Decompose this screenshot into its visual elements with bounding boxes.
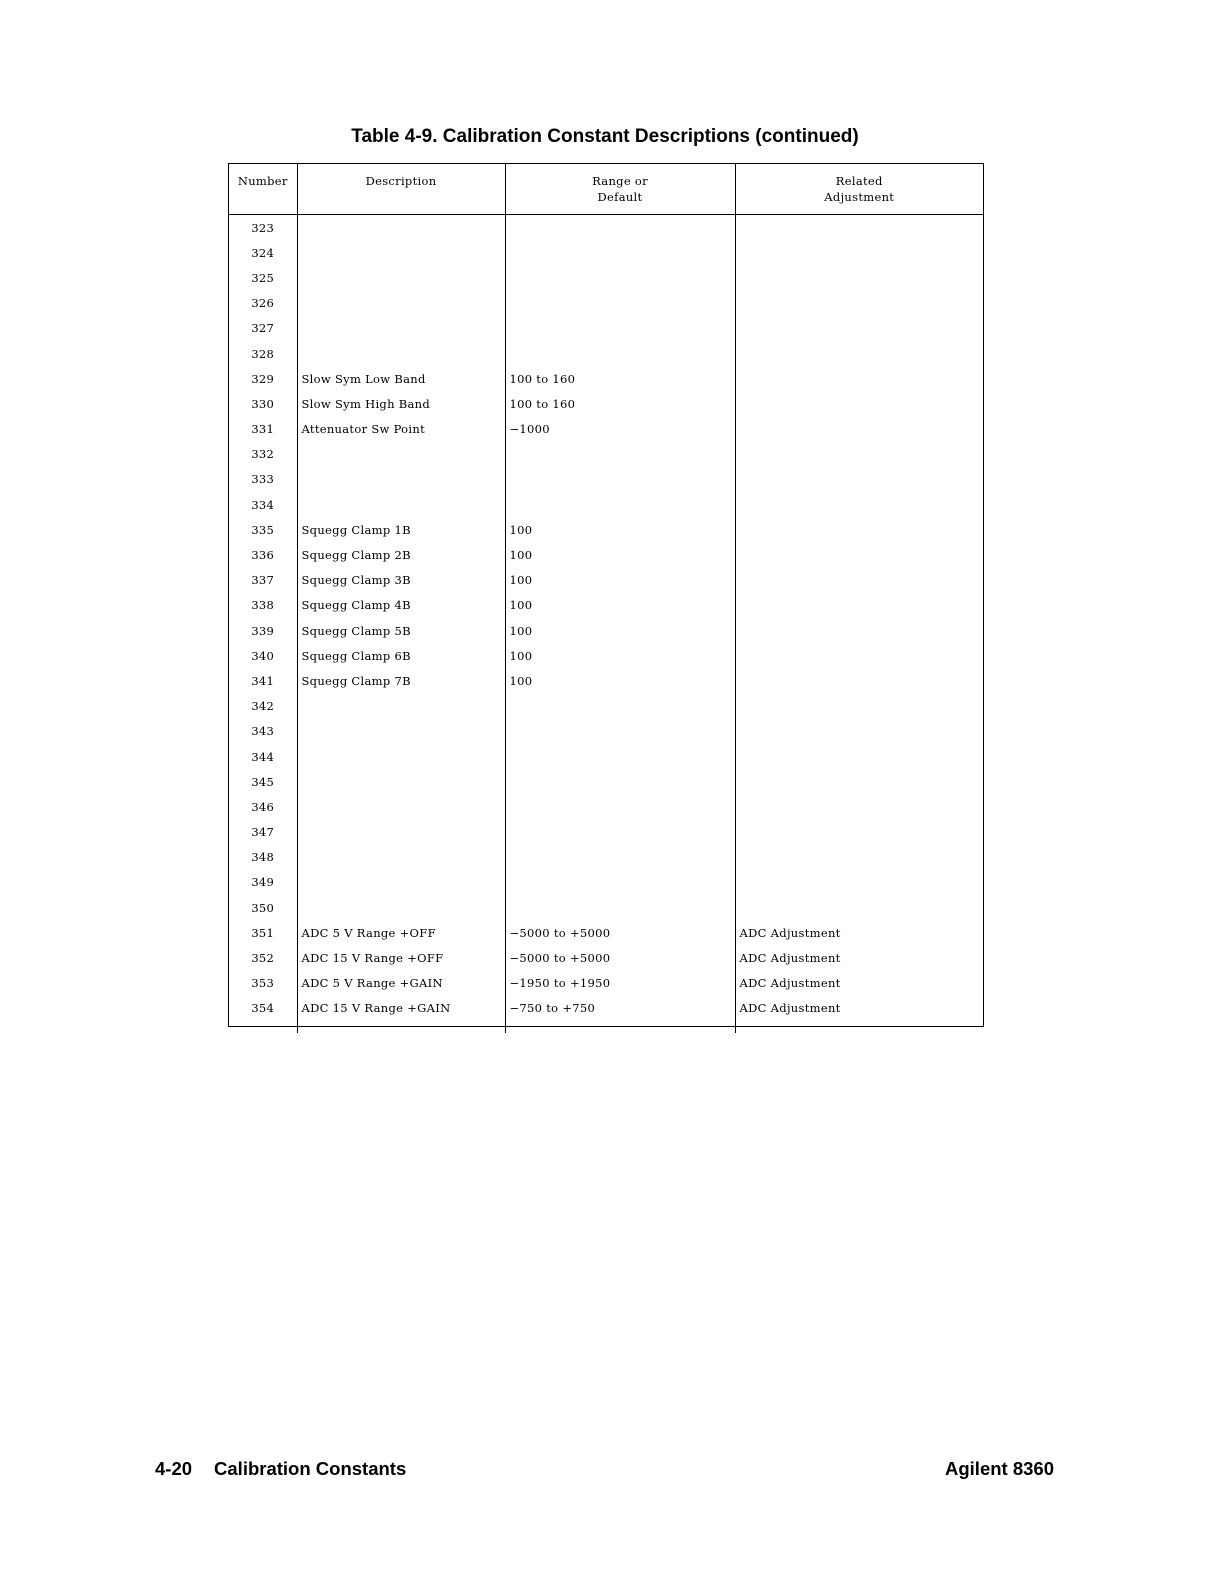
footer-left bbox=[155, 1458, 406, 1480]
cell-description bbox=[297, 442, 505, 467]
table-row bbox=[229, 996, 983, 1021]
cell-description: Squegg Clamp 3B bbox=[297, 568, 505, 593]
cell-adjustment bbox=[735, 593, 983, 618]
cell-adjustment bbox=[735, 845, 983, 870]
cell-adjustment bbox=[735, 291, 983, 316]
table-title: Table 4-9. Calibration Constant Descriptions (continued) bbox=[351, 126, 859, 147]
cell-range bbox=[505, 719, 735, 744]
cell-description bbox=[297, 694, 505, 719]
cell-number: 350 bbox=[251, 900, 275, 915]
cell-number: 326 bbox=[251, 296, 275, 311]
cell-range: 100 bbox=[505, 568, 735, 593]
table-row bbox=[229, 366, 983, 391]
header-adjustment: Related Adjustment bbox=[735, 164, 983, 215]
table-row bbox=[229, 568, 983, 593]
cell-range: −5000 to +5000 bbox=[505, 920, 735, 945]
cell-adjustment bbox=[735, 240, 983, 265]
cell-number: 329 bbox=[251, 371, 275, 386]
table-row bbox=[229, 820, 983, 845]
cell-range bbox=[505, 316, 735, 341]
cell-range: 100 to 160 bbox=[505, 391, 735, 416]
spacer-cell bbox=[735, 1021, 983, 1033]
table-spacer-row bbox=[229, 1021, 983, 1033]
cell-adjustment bbox=[735, 316, 983, 341]
cell-adjustment bbox=[735, 417, 983, 442]
table-header-row bbox=[229, 164, 983, 215]
cell-adjustment: ADC Adjustment bbox=[735, 945, 983, 970]
table-row bbox=[229, 744, 983, 769]
cell-range bbox=[505, 341, 735, 366]
cell-description: ADC 15 V Range +GAIN bbox=[297, 996, 505, 1021]
cell-number: 343 bbox=[251, 724, 275, 739]
cell-description: ADC 15 V Range +OFF bbox=[297, 945, 505, 970]
table-row bbox=[229, 215, 983, 241]
cell-number: 325 bbox=[251, 270, 275, 285]
cell-number: 332 bbox=[251, 447, 275, 462]
cell-adjustment bbox=[735, 391, 983, 416]
cell-adjustment bbox=[735, 442, 983, 467]
header-number: Number bbox=[229, 164, 297, 215]
cell-number: 337 bbox=[251, 573, 275, 588]
cell-number: 331 bbox=[251, 422, 275, 437]
cell-number: 323 bbox=[251, 220, 275, 235]
table-row bbox=[229, 920, 983, 945]
cell-adjustment bbox=[735, 618, 983, 643]
cell-description bbox=[297, 794, 505, 819]
table-row bbox=[229, 593, 983, 618]
table-row bbox=[229, 265, 983, 290]
cell-description bbox=[297, 719, 505, 744]
cell-adjustment bbox=[735, 542, 983, 567]
cell-range bbox=[505, 870, 735, 895]
table-row bbox=[229, 492, 983, 517]
table-row bbox=[229, 971, 983, 996]
cell-range: −1000 bbox=[505, 417, 735, 442]
cell-adjustment bbox=[735, 820, 983, 845]
cell-description bbox=[297, 291, 505, 316]
cell-range: 100 to 160 bbox=[505, 366, 735, 391]
cell-description bbox=[297, 870, 505, 895]
table-row bbox=[229, 945, 983, 970]
cell-description: Squegg Clamp 5B bbox=[297, 618, 505, 643]
cell-range bbox=[505, 845, 735, 870]
table-row bbox=[229, 442, 983, 467]
cell-description: Squegg Clamp 4B bbox=[297, 593, 505, 618]
cell-description: Squegg Clamp 1B bbox=[297, 517, 505, 542]
cell-range: −750 to +750 bbox=[505, 996, 735, 1021]
cell-description bbox=[297, 845, 505, 870]
spacer-cell bbox=[229, 1021, 297, 1033]
cell-range bbox=[505, 769, 735, 794]
cell-description bbox=[297, 240, 505, 265]
cell-range bbox=[505, 820, 735, 845]
cell-adjustment bbox=[735, 517, 983, 542]
table-row bbox=[229, 668, 983, 693]
table-row bbox=[229, 316, 983, 341]
table-row bbox=[229, 391, 983, 416]
cell-description: ADC 5 V Range +OFF bbox=[297, 920, 505, 945]
calibration-constants-table bbox=[228, 163, 984, 1027]
cell-number: 347 bbox=[251, 825, 275, 840]
cell-adjustment: ADC Adjustment bbox=[735, 920, 983, 945]
cell-description: Slow Sym Low Band bbox=[297, 366, 505, 391]
table-row bbox=[229, 291, 983, 316]
table-row bbox=[229, 870, 983, 895]
cell-number: 327 bbox=[251, 321, 275, 336]
cell-number: 351 bbox=[251, 925, 275, 940]
table-row bbox=[229, 895, 983, 920]
cell-description: Squegg Clamp 6B bbox=[297, 643, 505, 668]
cell-number: 344 bbox=[251, 749, 275, 764]
cell-number: 330 bbox=[251, 396, 275, 411]
cell-range bbox=[505, 467, 735, 492]
cell-description: Attenuator Sw Point bbox=[297, 417, 505, 442]
cell-range: 100 bbox=[505, 668, 735, 693]
cell-description bbox=[297, 467, 505, 492]
cell-number: 340 bbox=[251, 648, 275, 663]
cell-number: 338 bbox=[251, 598, 275, 613]
cell-range bbox=[505, 744, 735, 769]
table-row bbox=[229, 240, 983, 265]
cell-range: 100 bbox=[505, 593, 735, 618]
cell-number: 335 bbox=[251, 522, 275, 537]
table-row bbox=[229, 542, 983, 567]
cell-adjustment bbox=[735, 895, 983, 920]
cell-range bbox=[505, 240, 735, 265]
table-body bbox=[229, 215, 983, 1034]
cell-number: 339 bbox=[251, 623, 275, 638]
cell-number: 349 bbox=[251, 875, 275, 890]
cell-adjustment bbox=[735, 366, 983, 391]
table-row bbox=[229, 694, 983, 719]
cell-range bbox=[505, 694, 735, 719]
table-row bbox=[229, 517, 983, 542]
cell-number: 352 bbox=[251, 951, 275, 966]
cell-number: 336 bbox=[251, 548, 275, 563]
table-row bbox=[229, 719, 983, 744]
header-range: Range or Default bbox=[505, 164, 735, 215]
cell-adjustment bbox=[735, 492, 983, 517]
cell-range bbox=[505, 794, 735, 819]
cell-adjustment bbox=[735, 668, 983, 693]
cell-description bbox=[297, 820, 505, 845]
cell-range bbox=[505, 265, 735, 290]
cell-number: 328 bbox=[251, 346, 275, 361]
spacer-cell bbox=[297, 1021, 505, 1033]
cell-adjustment bbox=[735, 769, 983, 794]
cell-number: 346 bbox=[251, 799, 275, 814]
cell-range bbox=[505, 291, 735, 316]
cell-number: 348 bbox=[251, 850, 275, 865]
cell-range: −1950 to +1950 bbox=[505, 971, 735, 996]
cell-range bbox=[505, 215, 735, 241]
cell-description: ADC 5 V Range +GAIN bbox=[297, 971, 505, 996]
cell-adjustment bbox=[735, 215, 983, 241]
cell-description: Squegg Clamp 2B bbox=[297, 542, 505, 567]
cell-description bbox=[297, 215, 505, 241]
cell-range: 100 bbox=[505, 517, 735, 542]
cell-description: Slow Sym High Band bbox=[297, 391, 505, 416]
cell-range: −5000 to +5000 bbox=[505, 945, 735, 970]
table-row bbox=[229, 341, 983, 366]
table-row bbox=[229, 618, 983, 643]
cell-adjustment bbox=[735, 341, 983, 366]
cell-description bbox=[297, 744, 505, 769]
header-description: Description bbox=[297, 164, 505, 215]
cell-range: 100 bbox=[505, 542, 735, 567]
cell-number: 324 bbox=[251, 245, 275, 260]
cell-number: 354 bbox=[251, 1001, 275, 1016]
cell-description bbox=[297, 769, 505, 794]
spacer-cell bbox=[505, 1021, 735, 1033]
cell-number: 341 bbox=[251, 673, 275, 688]
product-name: Agilent 8360 bbox=[945, 1458, 1054, 1479]
cell-adjustment bbox=[735, 719, 983, 744]
cell-description bbox=[297, 316, 505, 341]
cell-range: 100 bbox=[505, 643, 735, 668]
section-name: Calibration Constants bbox=[214, 1458, 407, 1479]
cell-range bbox=[505, 442, 735, 467]
cell-adjustment: ADC Adjustment bbox=[735, 996, 983, 1021]
cell-adjustment bbox=[735, 870, 983, 895]
cell-number: 334 bbox=[251, 497, 275, 512]
cell-number: 353 bbox=[251, 976, 275, 991]
page-number: 4-20 bbox=[155, 1458, 193, 1479]
cell-number: 345 bbox=[251, 774, 275, 789]
table-row bbox=[229, 417, 983, 442]
cell-adjustment: ADC Adjustment bbox=[735, 971, 983, 996]
cell-range bbox=[505, 492, 735, 517]
cell-range: 100 bbox=[505, 618, 735, 643]
table-row bbox=[229, 467, 983, 492]
cell-range bbox=[505, 895, 735, 920]
cell-description bbox=[297, 265, 505, 290]
cell-adjustment bbox=[735, 643, 983, 668]
cell-adjustment bbox=[735, 794, 983, 819]
cell-adjustment bbox=[735, 467, 983, 492]
cell-description bbox=[297, 492, 505, 517]
table-row bbox=[229, 643, 983, 668]
cell-number: 333 bbox=[251, 472, 275, 487]
cell-description bbox=[297, 895, 505, 920]
cell-adjustment bbox=[735, 744, 983, 769]
cell-description: Squegg Clamp 7B bbox=[297, 668, 505, 693]
cell-adjustment bbox=[735, 265, 983, 290]
table-row bbox=[229, 845, 983, 870]
table-row bbox=[229, 794, 983, 819]
table-row bbox=[229, 769, 983, 794]
cell-description bbox=[297, 341, 505, 366]
cell-adjustment bbox=[735, 694, 983, 719]
cell-number: 342 bbox=[251, 699, 275, 714]
cell-adjustment bbox=[735, 568, 983, 593]
